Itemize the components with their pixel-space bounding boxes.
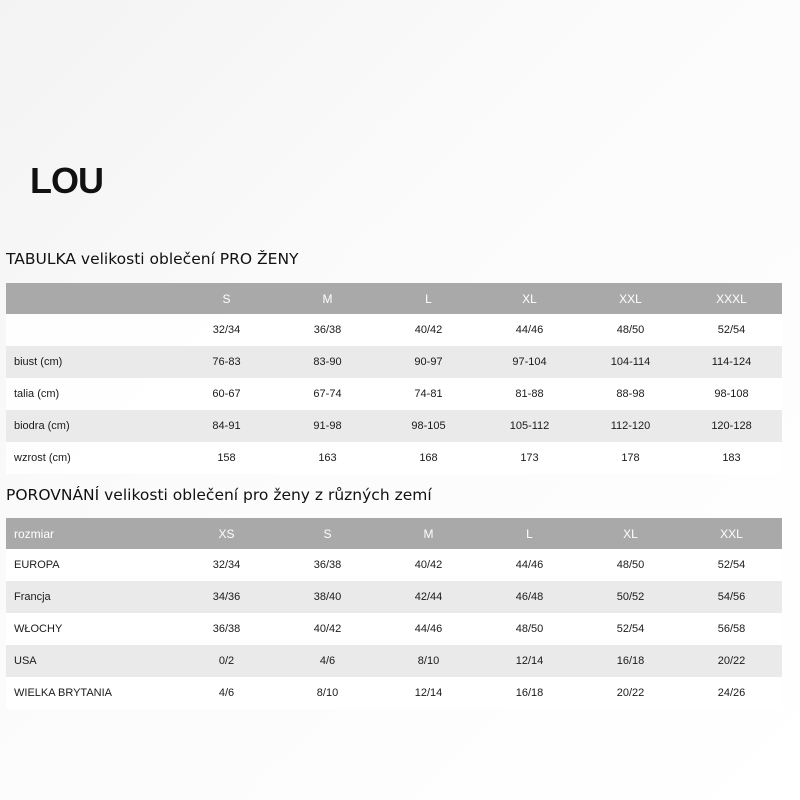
table-cell: 163	[277, 442, 378, 474]
table-cell: 4/6	[176, 677, 277, 709]
row-label: biodra (cm)	[6, 410, 176, 442]
table-cell: 104-114	[580, 346, 681, 378]
table-header-row	[6, 518, 782, 549]
table-cell: 40/42	[378, 314, 479, 346]
table-cell: 44/46	[479, 549, 580, 581]
table-cell: 97-104	[479, 346, 580, 378]
table-cell: 40/42	[378, 549, 479, 581]
table-cell: 4/6	[277, 645, 378, 677]
table-row	[6, 410, 782, 442]
table-cell: 20/22	[681, 645, 782, 677]
header-cell: XL	[580, 518, 681, 549]
table-row	[6, 442, 782, 474]
row-label: USA	[6, 645, 176, 677]
table-row	[6, 346, 782, 378]
header-cell: L	[479, 518, 580, 549]
header-cell: M	[277, 283, 378, 314]
table-cell: 42/44	[378, 581, 479, 613]
header-cell: XS	[176, 518, 277, 549]
table-cell: 38/40	[277, 581, 378, 613]
table-row	[6, 581, 782, 613]
table-cell: 56/58	[681, 613, 782, 645]
header-cell: S	[277, 518, 378, 549]
table-cell: 173	[479, 442, 580, 474]
table-cell: 158	[176, 442, 277, 474]
table-cell: 36/38	[176, 613, 277, 645]
table-cell: 48/50	[580, 549, 681, 581]
table-cell: 120-128	[681, 410, 782, 442]
table-row	[6, 613, 782, 645]
row-label: wzrost (cm)	[6, 442, 176, 474]
table-cell: 36/38	[277, 549, 378, 581]
table-cell: 52/54	[681, 314, 782, 346]
table-cell: 46/48	[479, 581, 580, 613]
row-label: biust (cm)	[6, 346, 176, 378]
table-header-row	[6, 283, 782, 314]
table-cell: 74-81	[378, 378, 479, 410]
table-cell: 88-98	[580, 378, 681, 410]
header-cell: S	[176, 283, 277, 314]
table-cell: 98-105	[378, 410, 479, 442]
table-cell: 105-112	[479, 410, 580, 442]
header-cell: XXL	[580, 283, 681, 314]
country-comparison-table	[6, 518, 782, 709]
table-cell: 84-91	[176, 410, 277, 442]
table-cell: 112-120	[580, 410, 681, 442]
table-cell: 60-67	[176, 378, 277, 410]
table-cell: 50/52	[580, 581, 681, 613]
table-row	[6, 314, 782, 346]
table-cell: 81-88	[479, 378, 580, 410]
table-cell: 91-98	[277, 410, 378, 442]
table-cell: 90-97	[378, 346, 479, 378]
table-row	[6, 645, 782, 677]
table-row	[6, 378, 782, 410]
table-cell: 67-74	[277, 378, 378, 410]
row-label: WIELKA BRYTANIA	[6, 677, 176, 709]
table-cell: 36/38	[277, 314, 378, 346]
header-cell: M	[378, 518, 479, 549]
table-cell: 114-124	[681, 346, 782, 378]
table-cell: 44/46	[378, 613, 479, 645]
header-cell: XL	[479, 283, 580, 314]
table-cell: 168	[378, 442, 479, 474]
header-cell: L	[378, 283, 479, 314]
country-comparison-title: POROVNÁNÍ velikosti oblečení pro ženy z různých zemí	[6, 486, 432, 504]
header-cell	[6, 283, 176, 314]
table-cell: 12/14	[378, 677, 479, 709]
table-cell: 40/42	[277, 613, 378, 645]
brand-logo: LOU	[30, 160, 103, 201]
table-row	[6, 549, 782, 581]
women-size-table	[6, 283, 782, 474]
row-label: Francja	[6, 581, 176, 613]
table-cell: 8/10	[378, 645, 479, 677]
table-row	[6, 677, 782, 709]
table-cell: 52/54	[580, 613, 681, 645]
table-cell: 32/34	[176, 549, 277, 581]
row-label	[6, 314, 176, 346]
table-cell: 8/10	[277, 677, 378, 709]
table-cell: 54/56	[681, 581, 782, 613]
header-cell: rozmiar	[6, 518, 176, 549]
row-label: EUROPA	[6, 549, 176, 581]
table-cell: 0/2	[176, 645, 277, 677]
table-cell: 76-83	[176, 346, 277, 378]
row-label: WŁOCHY	[6, 613, 176, 645]
table-cell: 83-90	[277, 346, 378, 378]
table-cell: 52/54	[681, 549, 782, 581]
table-cell: 183	[681, 442, 782, 474]
table-cell: 20/22	[580, 677, 681, 709]
header-cell: XXL	[681, 518, 782, 549]
table-cell: 16/18	[479, 677, 580, 709]
table-cell: 44/46	[479, 314, 580, 346]
table-cell: 32/34	[176, 314, 277, 346]
table-cell: 16/18	[580, 645, 681, 677]
header-cell: XXXL	[681, 283, 782, 314]
table-cell: 12/14	[479, 645, 580, 677]
table-cell: 34/36	[176, 581, 277, 613]
row-label: talia (cm)	[6, 378, 176, 410]
table-cell: 24/26	[681, 677, 782, 709]
table-cell: 98-108	[681, 378, 782, 410]
women-size-table-title: TABULKA velikosti oblečení PRO ŽENY	[6, 250, 299, 268]
table-cell: 48/50	[479, 613, 580, 645]
table-cell: 178	[580, 442, 681, 474]
table-cell: 48/50	[580, 314, 681, 346]
